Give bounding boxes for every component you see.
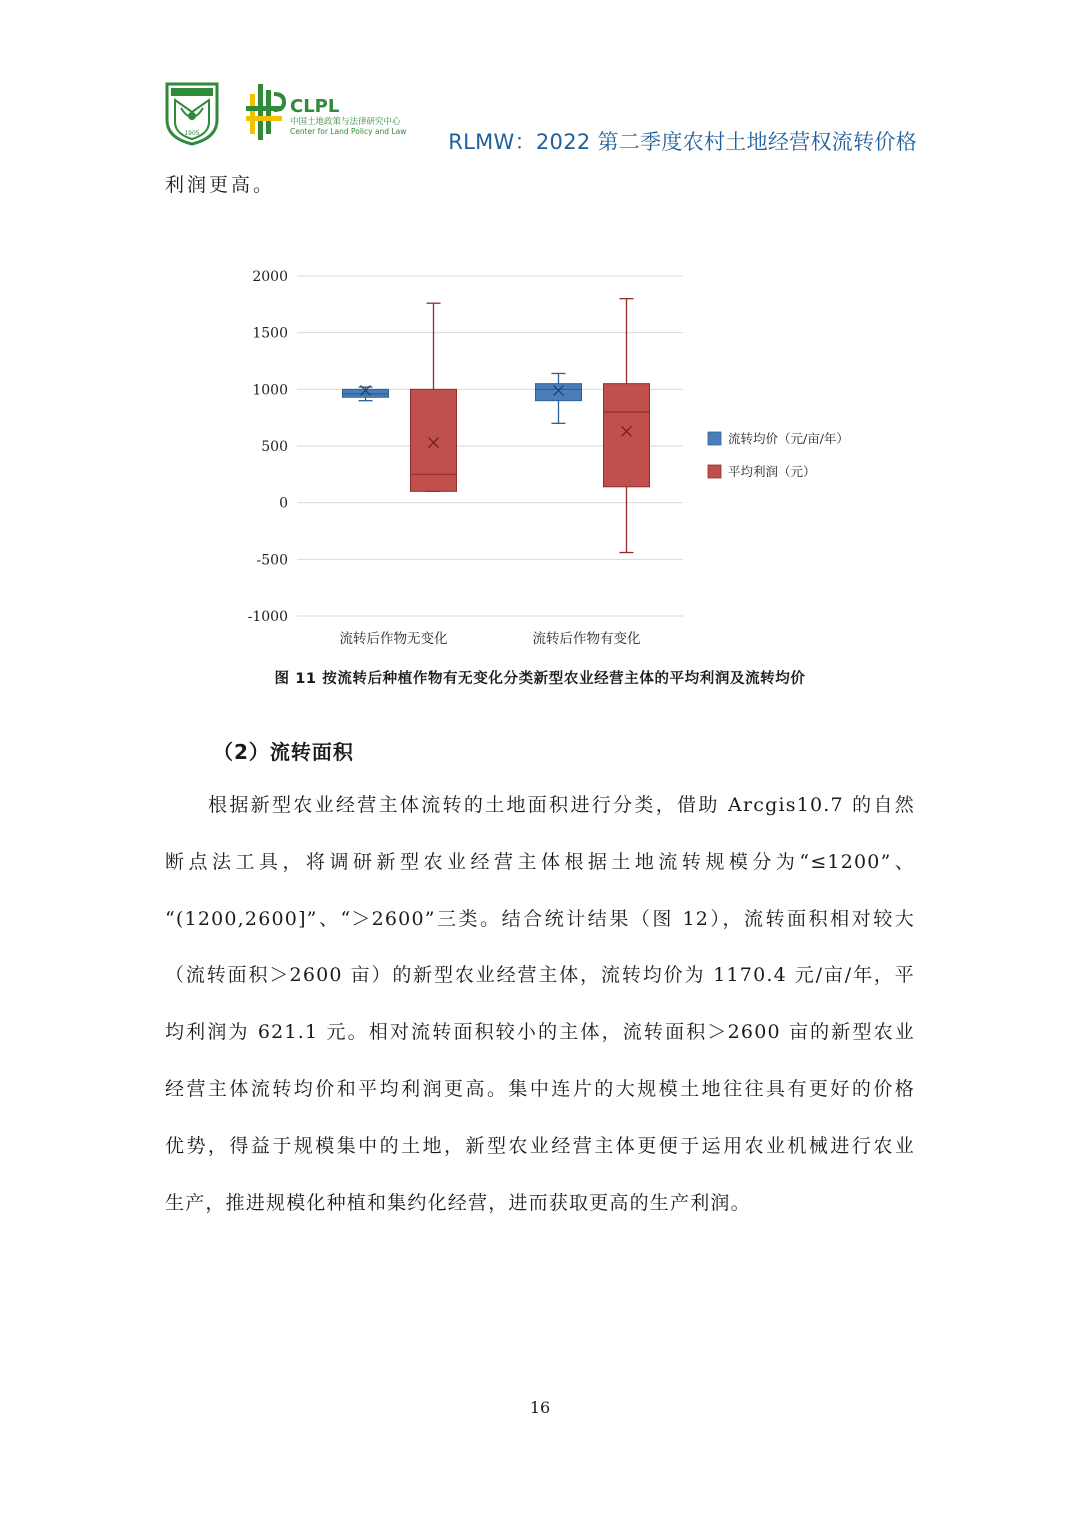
section-heading: （2）流转面积 bbox=[213, 740, 354, 764]
paragraph-line: “(1200,2600]”、“＞2600”三类。结合统计结果（图 12），流转面积相对较大 bbox=[165, 907, 915, 930]
legend-swatch bbox=[708, 465, 721, 478]
university-logo bbox=[163, 82, 221, 146]
box-iqr bbox=[411, 389, 457, 491]
paragraph-line: 经营主体流转均价和平均利润更高。集中连片的大规模土地往往具有更好的价格 bbox=[165, 1077, 915, 1100]
legend-label: 平均利润（元） bbox=[728, 464, 816, 479]
paragraph-line: 断点法工具，将调研新型农业经营主体根据土地流转规模分为“≤1200”、 bbox=[165, 850, 915, 873]
figure-caption: 图 11 按流转后种植作物有无变化分类新型农业经营主体的平均利润及流转均价 bbox=[274, 671, 806, 687]
y-tick-label: 1000 bbox=[252, 382, 288, 399]
clpl-logo-en: Center for Land Policy and Law bbox=[290, 127, 407, 136]
y-tick-label: 0 bbox=[279, 495, 288, 512]
chart-svg bbox=[240, 258, 860, 658]
box-iqr bbox=[604, 384, 650, 487]
x-category-label: 流转后作物无变化 bbox=[339, 631, 448, 647]
page-number: 16 bbox=[529, 1398, 551, 1417]
paragraph-line: 生产，推进规模化种植和集约化经营，进而获取更高的生产利润。 bbox=[165, 1191, 751, 1214]
legend-swatch bbox=[708, 432, 721, 445]
header-divider bbox=[163, 158, 917, 159]
clpl-logo-text: CLPL bbox=[290, 96, 340, 117]
paragraph-line: （流转面积＞2600 亩）的新型农业经营主体，流转均价为 1170.4 元/亩/年，平 bbox=[165, 964, 915, 987]
clpl-logo bbox=[244, 80, 424, 146]
paragraph-line: 均利润为 621.1 元。相对流转面积较小的主体，流转面积＞2600 亩的新型农业 bbox=[165, 1021, 915, 1044]
body-paragraph bbox=[165, 785, 915, 1239]
legend-label: 流转均价（元/亩/年） bbox=[728, 431, 849, 446]
y-tick-label: 500 bbox=[261, 439, 288, 455]
header-title: RLMW：2022 第二季度农村土地经营权流转价格 bbox=[448, 130, 917, 154]
carry-over-text: 利润更高。 bbox=[165, 174, 276, 196]
paragraph-line: 根据新型农业经营主体流转的土地面积进行分类，借助 Arcgis10.7 的自然 bbox=[208, 794, 915, 816]
boxplot-chart bbox=[240, 258, 860, 658]
y-tick-label: 2000 bbox=[252, 269, 288, 285]
y-tick-label: -500 bbox=[256, 552, 288, 569]
x-category-label: 流转后作物有变化 bbox=[532, 631, 641, 647]
paragraph-line: 优势，得益于规模集中的土地，新型农业经营主体更便于运用农业机械进行农业 bbox=[165, 1134, 915, 1157]
clpl-logo-cn: 中国土地政策与法律研究中心 bbox=[290, 117, 401, 127]
y-tick-label: 1500 bbox=[252, 325, 288, 342]
y-tick-label: -1000 bbox=[247, 609, 288, 625]
box-iqr bbox=[536, 384, 582, 401]
logo-year: 1905 bbox=[184, 130, 200, 137]
